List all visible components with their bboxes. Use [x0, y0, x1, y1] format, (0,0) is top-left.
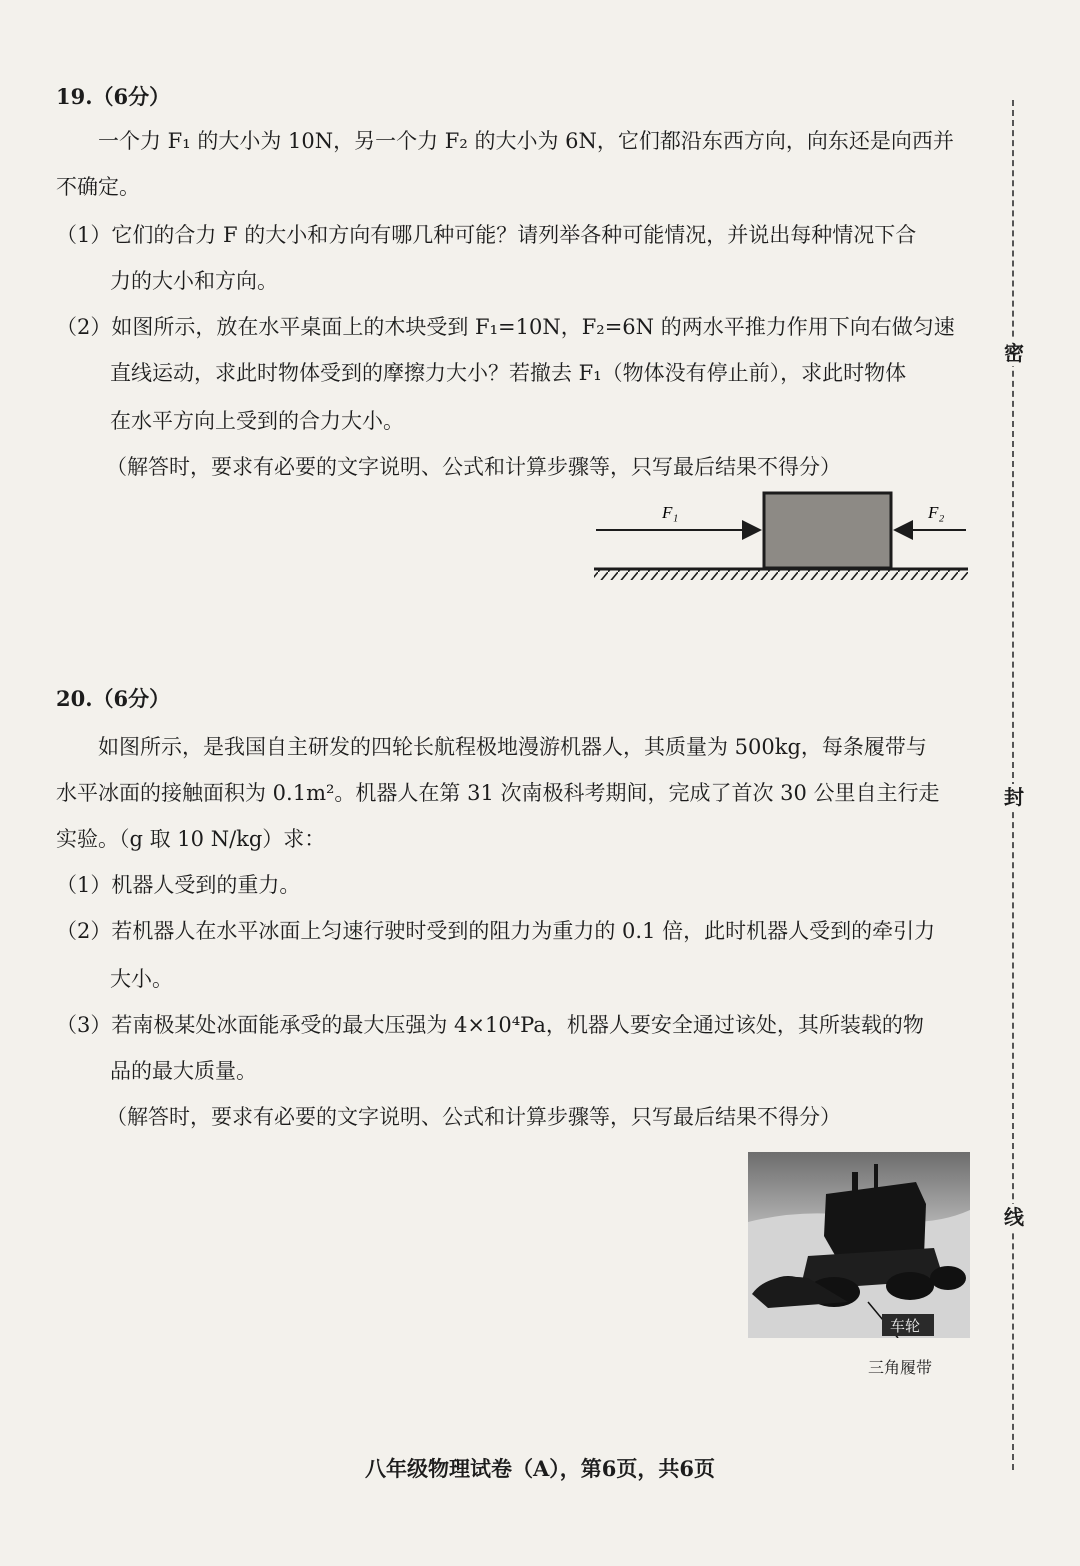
- binding-char-feng: 封: [1004, 785, 1024, 809]
- q19-part2-line3: 在水平方向上受到的合力大小。: [110, 409, 404, 433]
- binding-char-mi: 密: [1004, 341, 1024, 365]
- q20-part2-line2: 大小。: [110, 967, 173, 991]
- q20-part2-line1: （2）若机器人在水平冰面上匀速行驶时受到的阻力为重力的 0.1 倍，此时机器人受到的牵引力: [56, 919, 936, 943]
- label-wheel: 车轮: [890, 1317, 921, 1335]
- q20-part1: （1）机器人受到的重力。: [56, 873, 301, 897]
- q19-part1-line1: （1）它们的合力 F 的大小和方向有哪几种可能？请列举各种可能情况，并说出每种情况下合: [56, 223, 917, 247]
- q20-intro-line1: 如图所示，是我国自主研发的四轮长航程极地漫游机器人，其质量为 500kg，每条履带与: [98, 735, 927, 759]
- q19-part2-line2: 直线运动，求此时物体受到的摩擦力大小？若撤去 F₁（物体没有停止前），求此时物体: [110, 361, 907, 385]
- q19-intro-line2: 不确定。: [56, 175, 140, 199]
- q19-note: （解答时，要求有必要的文字说明、公式和计算步骤等，只写最后结果不得分）: [106, 455, 841, 479]
- binding-char-xian: 线: [1004, 1205, 1024, 1229]
- surface-hatching: [594, 570, 968, 580]
- q19-intro-line1: 一个力 F₁ 的大小为 10N，另一个力 F₂ 的大小为 6N，它们都沿东西方向，向东还是向西并: [98, 129, 954, 153]
- q20-intro-line3: 实验。（g 取 10 N/kg）求：: [56, 827, 326, 851]
- q19-part1-line2: 力的大小和方向。: [110, 269, 278, 293]
- q20-header: 20.（6分）: [56, 686, 171, 711]
- q20-part3-line1: （3）若南极某处冰面能承受的最大压强为 4×10⁴Pa，机器人要安全通过该处，其所装载的物: [56, 1013, 924, 1037]
- q19-header: 19.（6分）: [56, 84, 171, 109]
- label-f2: F₂: [928, 503, 945, 522]
- q20-part3-line2: 品的最大质量。: [110, 1059, 257, 1083]
- force-diagram: [588, 488, 978, 588]
- page-footer: 八年级物理试卷（A），第6页，共6页: [364, 1456, 716, 1481]
- wooden-block: [764, 493, 891, 568]
- label-track: 三角履带: [868, 1358, 933, 1377]
- q20-note: （解答时，要求有必要的文字说明、公式和计算步骤等，只写最后结果不得分）: [106, 1105, 841, 1129]
- polar-robot-photo: [748, 1152, 970, 1338]
- q20-intro-line2: 水平冰面的接触面积为 0.1m²。机器人在第 31 次南极科考期间，完成了首次 30 公里自主行走: [56, 781, 940, 805]
- q19-part2-line1: （2）如图所示，放在水平桌面上的木块受到 F₁=10N，F₂=6N 的两水平推力作用下向右做匀速: [56, 315, 955, 339]
- label-f1: F₁: [662, 503, 679, 522]
